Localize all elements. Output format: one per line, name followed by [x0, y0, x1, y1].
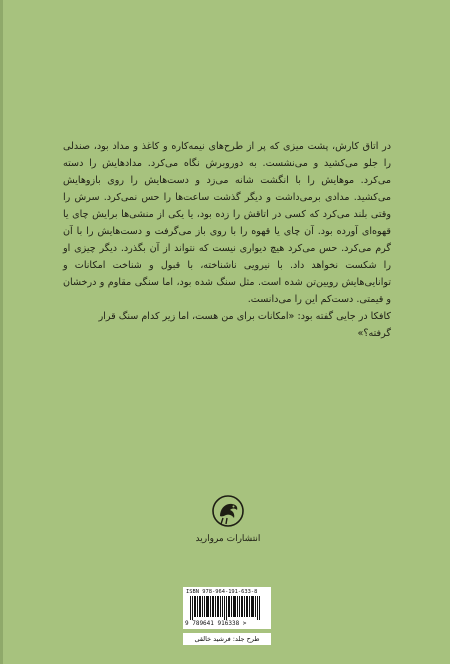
publisher-logo — [183, 494, 273, 544]
bird-emblem-icon — [211, 494, 245, 532]
publisher-name: انتشارات مروارید — [195, 534, 261, 544]
barcode-digits: 9 789641 916338 > — [185, 620, 247, 627]
isbn-label: ISBN 978-964-191-633-8 — [186, 589, 258, 595]
cover-design-credit: طرح جلد: فرشید خالقی — [183, 633, 271, 645]
blurb-paragraph: در اتاق کارش، پشت میزی که پر از طرح‌های نیمه‌کاره و کاغذ و مداد بود، صندلی را جلو می‌کشید و می‌نشست. به دوروبرش نگاه می‌کرد. مدادهایش را دسته می‌کرد. موهایش را با انگشت شانه می‌زد و دست‌هایش را روی بازوهایش می‌کشید. مدادی برمی‌داشت و دیگر گذشت ساعت‌ها را حس نمی‌کرد. سرش را وقتی بلند می‌کرد که کسی در اتاقش را زده بود، یا یکی از منشی‌ها برایش چای یا قهوه‌ای آورده بود. آن چای یا قهوه را با روی باز می‌گرفت و دست‌هایش را با آن گرم می‌کرد. حس می‌کرد هیچ دیواری نیست که نتواند از آن بگذرد. دیگر چیزی او را شکست نخواهد داد. با نیرویی ناشناخته، با قبول و شناخت امکانات و توانایی‌هایش رویین‌تن شده است. مثل سنگ شده بود، اما سنگی مقاوم و درخشان و قیمتی. دست‌کم این را می‌دانست. — [63, 141, 391, 305]
barcode-bars — [190, 596, 266, 620]
barcode — [183, 587, 271, 629]
kafka-quote: کافکا در جایی گفته بود: «امکانات برای من هست، اما زیر کدام سنگ قرار گرفته؟» — [98, 311, 391, 339]
blurb-text — [63, 138, 391, 342]
